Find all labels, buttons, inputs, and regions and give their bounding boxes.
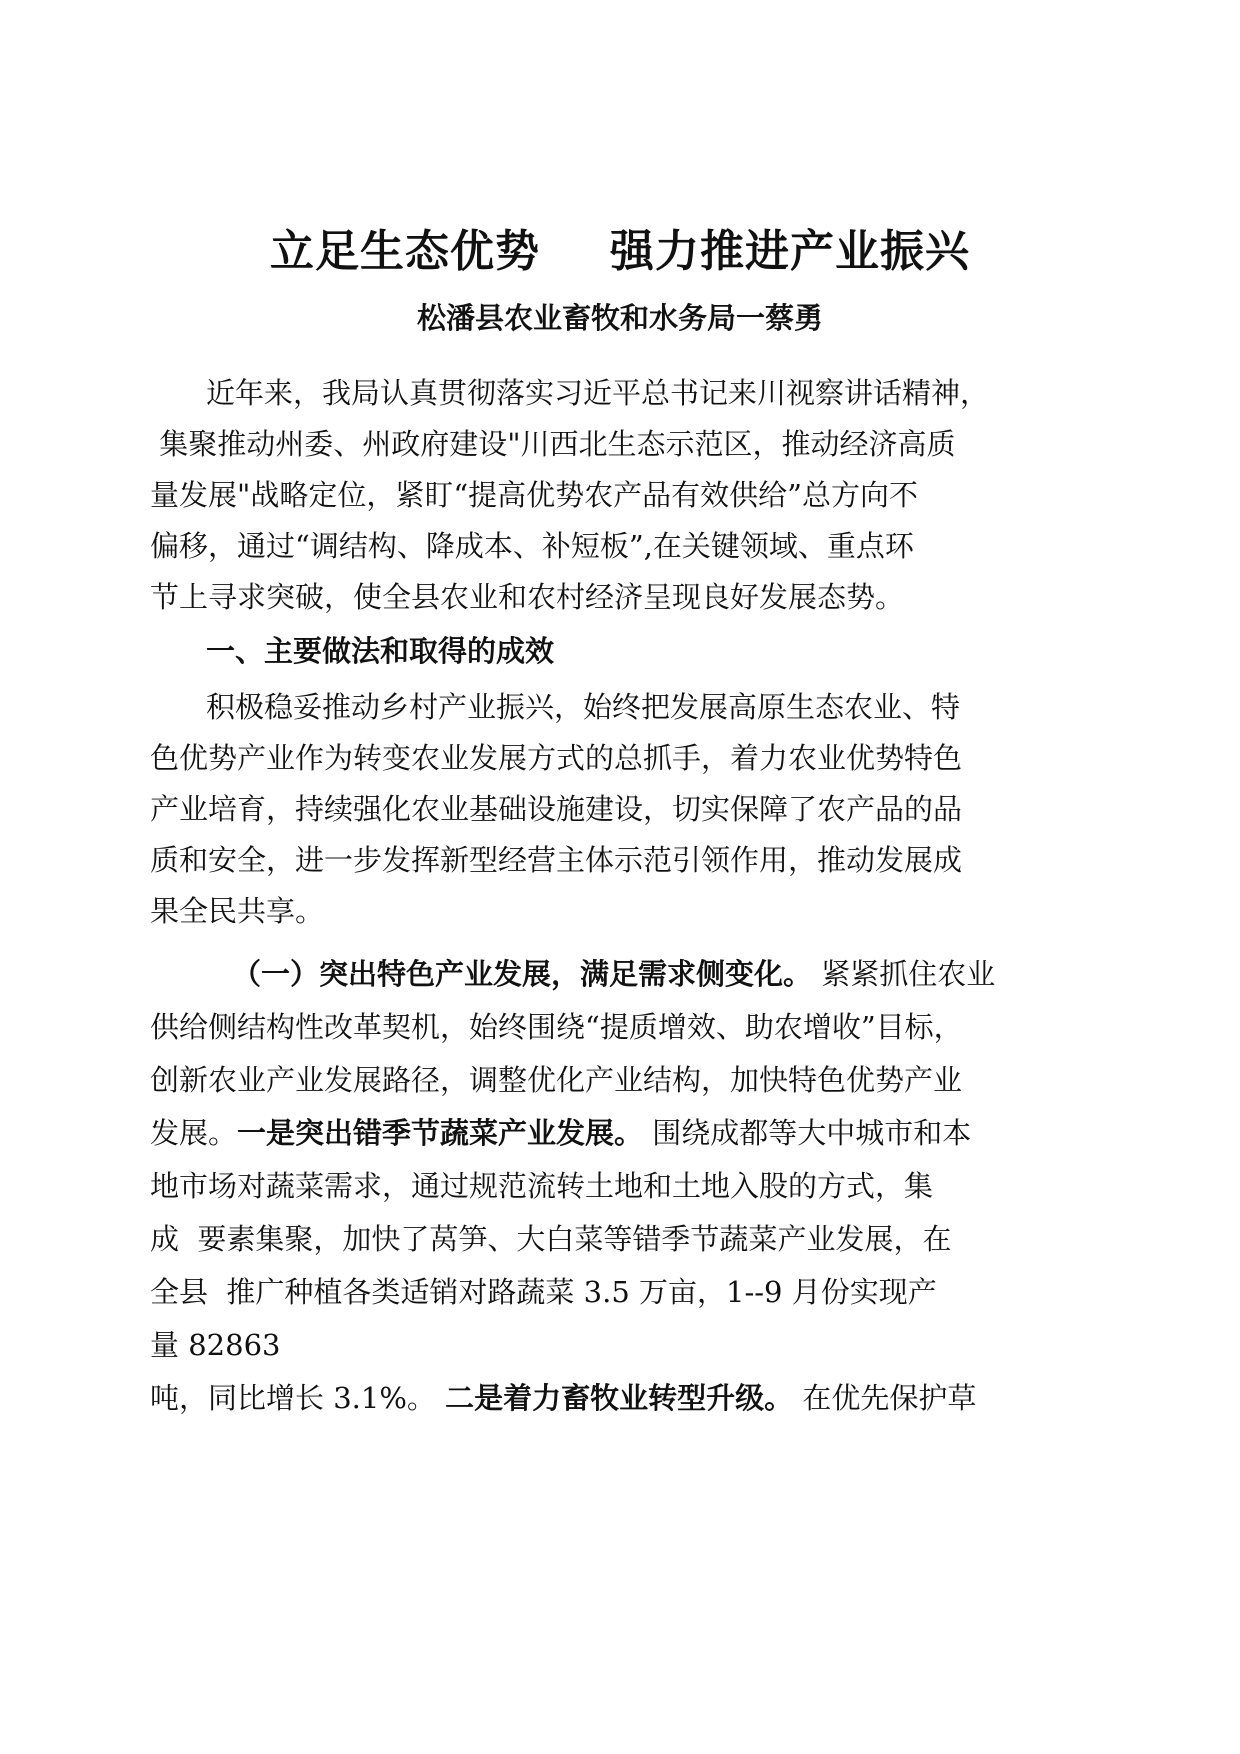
para2-line-2: 色优势产业作为转变农业发展方式的总抓手，着力农业优势特色 bbox=[150, 741, 963, 775]
title-part-2: 强力推进产业振兴 bbox=[610, 226, 970, 277]
para1-line-1: 近年来，我局认真贯彻落实习近平总书记来川视察讲话精神， bbox=[206, 376, 990, 410]
para2-line-4: 质和安全，进一步发挥新型经营主体示范引领作用，推动发展成 bbox=[150, 843, 963, 877]
para1-line-4: 偏移，通过“调结构、降成本、补短板”,在关键领域、重点环 bbox=[150, 529, 914, 563]
point-heading-2: 二是着力畜牧业转型升级。 bbox=[445, 1381, 794, 1415]
para2-line-1: 积极稳妥推动乡村产业振兴，始终把发展高原生态农业、特 bbox=[206, 690, 961, 724]
subsection-heading-1: （一）突出特色产业发展，满足需求侧变化。 bbox=[232, 957, 813, 991]
para3-line-9-text: 在优先保护草 bbox=[793, 1381, 977, 1415]
author-line: 松潘县农业畜牧和水务局一蔡勇 bbox=[416, 301, 823, 335]
para3-line-3: 创新农业产业发展路径，调整优化产业结构，加快特色优势产业 bbox=[150, 1063, 963, 1097]
para3-line-7: 全县 推广种植各类适销对路蔬菜 3.5 万亩，1--9 月份实现产 bbox=[150, 1275, 937, 1309]
para3-line-9-start: 吨，同比增长 3.1%。 bbox=[150, 1381, 446, 1415]
para3-line-2: 供给侧结构性改革契机，始终围绕“提质增效、助农增收”目标， bbox=[150, 1010, 963, 1044]
page-title bbox=[0, 222, 1240, 282]
para3-line-4-start: 发展。 bbox=[150, 1116, 238, 1150]
para3-line-9 bbox=[150, 1378, 976, 1418]
para2-line-5: 果全民共享。 bbox=[150, 894, 325, 928]
para3-line-6: 成 要素集聚，加快了莴笋、大白菜等错季节蔬菜产业发展，在 bbox=[150, 1222, 952, 1256]
para3-line-4 bbox=[150, 1113, 971, 1153]
para2-line-3: 产业培育，持续强化农业基础设施建设，切实保障了农产品的品 bbox=[150, 792, 963, 826]
para1-line-2: 集聚推动州委、州政府建设"川西北生态示范区，推动经济高质 bbox=[150, 427, 956, 461]
para3-line-1-text: 紧紧抓住农业 bbox=[812, 957, 996, 991]
para3-line-1 bbox=[232, 954, 995, 994]
para1-line-3: 量发展"战略定位，紧盯“提高优势农产品有效供给”总方向不 bbox=[150, 478, 918, 512]
para3-line-5: 地市场对蔬菜需求，通过规范流转土地和土地入股的方式，集 bbox=[150, 1169, 934, 1203]
para3-line-4-text: 围绕成都等大中城市和本 bbox=[643, 1116, 972, 1150]
para1-line-5: 节上寻求突破，使全县农业和农村经济呈现良好发展态势。 bbox=[150, 580, 905, 614]
point-heading-1: 一是突出错季节蔬菜产业发展。 bbox=[237, 1116, 644, 1150]
section-heading-1: 一、主要做法和取得的成效 bbox=[206, 634, 555, 668]
para3-line-8: 量 82863 bbox=[150, 1328, 281, 1362]
title-part-1: 立足生态优势 bbox=[270, 226, 540, 277]
